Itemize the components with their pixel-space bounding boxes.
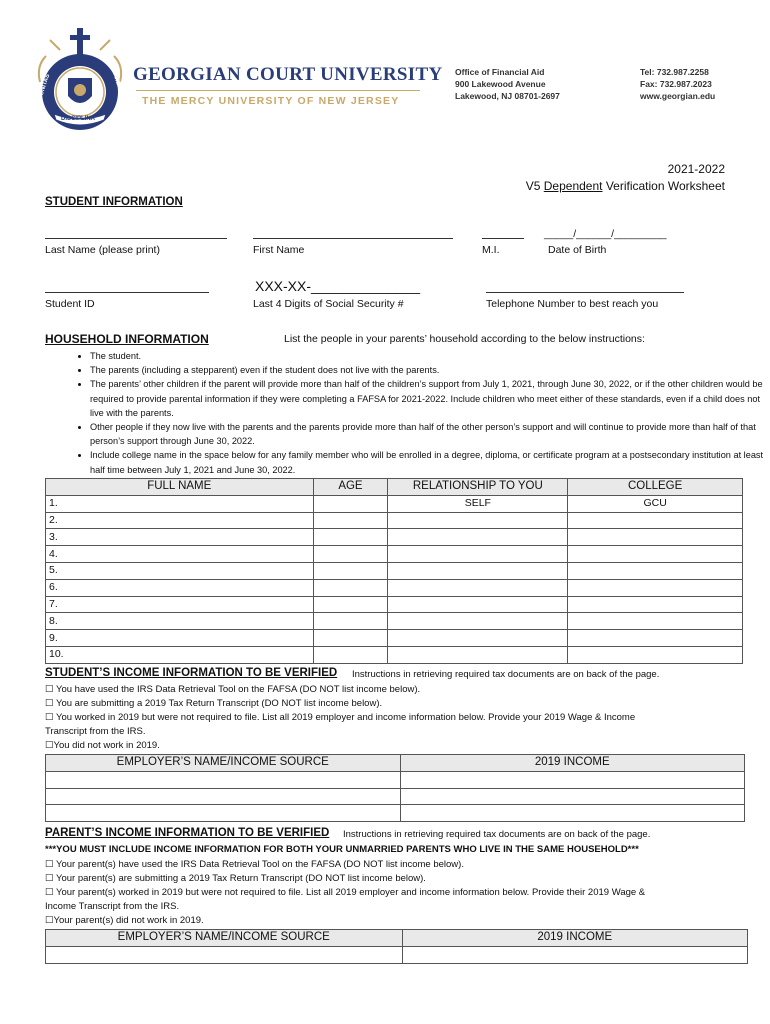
parent-income-notice: ***YOU MUST INCLUDE INCOME INFORMATION FOR BOTH YOUR UNMARRIED PARENTS WHO LIVE IN THE SAME HOUSEHOLD***	[45, 844, 639, 855]
table-row	[46, 546, 743, 563]
college-cell[interactable]	[568, 529, 743, 546]
seal-text-left: BONITAS	[37, 73, 52, 101]
income-cell[interactable]	[400, 771, 744, 788]
parent-income-instruction: Instructions in retrieving required tax documents are on back of the page.	[343, 829, 651, 840]
university-name: GEORGIAN COURT UNIVERSITY	[133, 64, 443, 85]
student-option-worked-cont: Transcript from the IRS.	[45, 726, 146, 737]
name-cell[interactable]	[46, 562, 314, 579]
college-cell[interactable]	[568, 596, 743, 613]
college-cell[interactable]	[568, 562, 743, 579]
age-cell[interactable]	[313, 646, 388, 663]
age-cell[interactable]	[313, 613, 388, 630]
college-cell[interactable]	[568, 579, 743, 596]
table-row	[46, 613, 743, 630]
contact-fax: Fax: 732.987.2023	[640, 79, 712, 89]
name-cell[interactable]	[46, 495, 314, 512]
col-income: 2019 INCOME	[402, 930, 747, 947]
college-cell[interactable]	[568, 546, 743, 563]
worksheet-title	[526, 179, 725, 193]
table-row	[46, 512, 743, 529]
name-cell[interactable]	[46, 613, 314, 630]
title-prefix: V5	[525, 179, 544, 193]
col-employer: EMPLOYER’S NAME/INCOME SOURCE	[46, 930, 403, 947]
row-number: 8.	[49, 614, 58, 627]
seal-text-right: SCIENTIA	[110, 70, 126, 100]
title-suffix: Verification Worksheet	[602, 179, 725, 193]
household-header-row	[46, 479, 743, 496]
name-cell[interactable]	[46, 512, 314, 529]
parent-option-drt[interactable]: ☐ Your parent(s) have used the IRS Data Retrieval Tool on the FAFSA (DO NOT list income below).	[45, 859, 464, 870]
table-row	[46, 529, 743, 546]
student-income-table	[45, 754, 745, 822]
age-cell[interactable]	[313, 495, 388, 512]
last-name-field[interactable]	[45, 238, 227, 239]
ssn-label: Last 4 Digits of Social Security #	[253, 298, 404, 310]
student-income-instruction: Instructions in retrieving required tax documents are on back of the page.	[352, 669, 660, 680]
household-instruction: List the people in your parents’ household according to the below instructions:	[284, 333, 645, 345]
table-row	[46, 946, 748, 963]
relationship-cell[interactable]	[388, 646, 568, 663]
name-cell[interactable]	[46, 646, 314, 663]
household-table	[45, 478, 743, 664]
name-cell[interactable]	[46, 630, 314, 647]
header-rule	[136, 90, 420, 91]
row-number: 7.	[49, 597, 58, 610]
table-row	[46, 596, 743, 613]
college-cell[interactable]	[568, 646, 743, 663]
name-cell[interactable]	[46, 579, 314, 596]
college-cell[interactable]: GCU	[568, 495, 743, 512]
parent-option-worked[interactable]: ☐ Your parent(s) worked in 2019 but were not required to file. List all 2019 employer and income information below. Provide their 2019 Wage &	[45, 887, 646, 898]
parent-option-transcript[interactable]: ☐ Your parent(s) are submitting a 2019 Tax Return Transcript (DO NOT list income below).	[45, 873, 426, 884]
dob-label: Date of Birth	[548, 244, 607, 256]
office-address	[455, 66, 560, 102]
col-income: 2019 INCOME	[400, 755, 744, 772]
row-number: 10.	[49, 648, 64, 661]
mi-field[interactable]	[482, 238, 524, 239]
seal-year: 1908	[72, 125, 85, 131]
household-rule: • Include college name in the space below for any family member who will be enrolled in a degree, diploma, or certificate program at a postsecondary institution at least half time between July 1, 2021 and June 30, 2022.	[90, 448, 770, 476]
contact-web: www.georgian.edu	[640, 91, 716, 101]
office-line: 900 Lakewood Avenue	[455, 79, 546, 89]
table-row	[46, 788, 745, 805]
employer-cell[interactable]	[46, 788, 401, 805]
col-employer: EMPLOYER’S NAME/INCOME SOURCE	[46, 755, 401, 772]
col-age: AGE	[313, 479, 388, 496]
parent-option-no-work[interactable]: ☐Your parent(s) did not work in 2019.	[45, 915, 204, 926]
award-year: 2021-2022	[667, 162, 725, 176]
first-name-field[interactable]	[253, 238, 453, 239]
row-number: 4.	[49, 547, 58, 560]
student-option-drt[interactable]: ☐ You have used the IRS Data Retrieval Tool on the FAFSA (DO NOT list income below).	[45, 684, 421, 695]
age-cell[interactable]	[313, 512, 388, 529]
phone-label: Telephone Number to best reach you	[486, 298, 659, 310]
table-row	[46, 771, 745, 788]
table-row	[46, 646, 743, 663]
dob-field[interactable]: _____/______/_________	[544, 228, 667, 240]
col-full-name: FULL NAME	[46, 479, 314, 496]
employer-cell[interactable]	[46, 771, 401, 788]
row-number: 5.	[49, 564, 58, 577]
student-info-heading: STUDENT INFORMATION	[45, 196, 183, 208]
relationship-cell[interactable]: SELF	[388, 495, 568, 512]
first-name-label: First Name	[253, 244, 305, 256]
age-cell[interactable]	[313, 562, 388, 579]
table-row	[46, 579, 743, 596]
household-rule: • The parents’ other children if the parent will provide more than half of the children’s support from July 1, 2021, through June 30, 2022, or if the other children would be required to provide parental information if they were completing a FAFSA for 2021-2022. Include children who meet either of these standards, even if a child does not live with the parents.	[90, 377, 770, 420]
office-line: Lakewood, NJ 08701-2697	[455, 91, 560, 101]
row-number: 2.	[49, 513, 58, 526]
col-college: COLLEGE	[568, 479, 743, 496]
relationship-cell[interactable]	[388, 596, 568, 613]
income-cell[interactable]	[400, 805, 744, 822]
student-income-heading: STUDENT’S INCOME INFORMATION TO BE VERIFIED	[45, 667, 338, 679]
contact-tel: Tel: 732.987.2258	[640, 67, 709, 77]
age-cell[interactable]	[313, 596, 388, 613]
household-rule: • Other people if they now live with the parents and the parents provide more than half of the other person’s support and will continue to provide more than half of that person’s support through June 30, 2022.	[90, 420, 770, 448]
table-row	[46, 630, 743, 647]
college-cell[interactable]	[568, 630, 743, 647]
household-rule: • The parents (including a stepparent) even if the student does not live with the parents.	[90, 363, 770, 377]
parent-income-heading: PARENT’S INCOME INFORMATION TO BE VERIFIED	[45, 827, 330, 839]
age-cell[interactable]	[313, 529, 388, 546]
row-number: 6.	[49, 581, 58, 594]
table-row	[46, 495, 743, 512]
office-contact	[640, 66, 715, 102]
university-seal	[28, 26, 132, 134]
age-cell[interactable]	[313, 630, 388, 647]
title-underlined: Dependent	[543, 179, 603, 193]
phone-field[interactable]	[486, 292, 684, 293]
student-id-label: Student ID	[45, 298, 95, 310]
age-cell[interactable]	[313, 579, 388, 596]
office-line: Office of Financial Aid	[455, 67, 545, 77]
parent-income-table	[45, 929, 748, 964]
parent-option-worked-cont: Income Transcript from the IRS.	[45, 901, 180, 912]
employer-cell[interactable]	[46, 946, 403, 963]
student-option-transcript[interactable]: ☐ You are submitting a 2019 Tax Return Transcript (DO NOT list income below).	[45, 698, 383, 709]
last-name-label: Last Name (please print)	[45, 244, 160, 256]
relationship-cell[interactable]	[388, 512, 568, 529]
household-heading: HOUSEHOLD INFORMATION	[45, 332, 209, 346]
household-rules-list	[44, 349, 770, 477]
college-cell[interactable]	[568, 512, 743, 529]
relationship-cell[interactable]	[388, 529, 568, 546]
relationship-cell[interactable]	[388, 546, 568, 563]
col-relationship: RELATIONSHIP TO YOU	[388, 479, 568, 496]
name-cell[interactable]	[46, 546, 314, 563]
income-cell[interactable]	[400, 788, 744, 805]
college-cell[interactable]	[568, 613, 743, 630]
relationship-cell[interactable]	[388, 613, 568, 630]
table-row	[46, 805, 745, 822]
student-option-no-work[interactable]: ☐You did not work in 2019.	[45, 740, 160, 751]
seal-text-bottom: DISCIPLINA	[61, 116, 96, 122]
parent-income-header-row	[46, 930, 748, 947]
student-income-header-row	[46, 755, 745, 772]
income-cell[interactable]	[402, 946, 747, 963]
table-row	[46, 562, 743, 579]
relationship-cell[interactable]	[388, 562, 568, 579]
relationship-cell[interactable]	[388, 630, 568, 647]
household-rule: • The student.	[90, 349, 770, 363]
age-cell[interactable]	[313, 546, 388, 563]
student-id-field[interactable]	[45, 292, 209, 293]
student-option-worked[interactable]: ☐ You worked in 2019 but were not required to file. List all 2019 employer and income information below. Provide your 2019 Wage & Income	[45, 712, 636, 723]
relationship-cell[interactable]	[388, 579, 568, 596]
university-tagline: THE MERCY UNIVERSITY OF NEW JERSEY	[142, 95, 400, 107]
mi-label: M.I.	[482, 244, 500, 256]
name-cell[interactable]	[46, 596, 314, 613]
employer-cell[interactable]	[46, 805, 401, 822]
row-number: 1.	[49, 497, 58, 510]
row-number: 3.	[49, 530, 58, 543]
ssn-field[interactable]: XXX-XX-______________	[255, 278, 421, 294]
name-cell[interactable]	[46, 529, 314, 546]
row-number: 9.	[49, 631, 58, 644]
